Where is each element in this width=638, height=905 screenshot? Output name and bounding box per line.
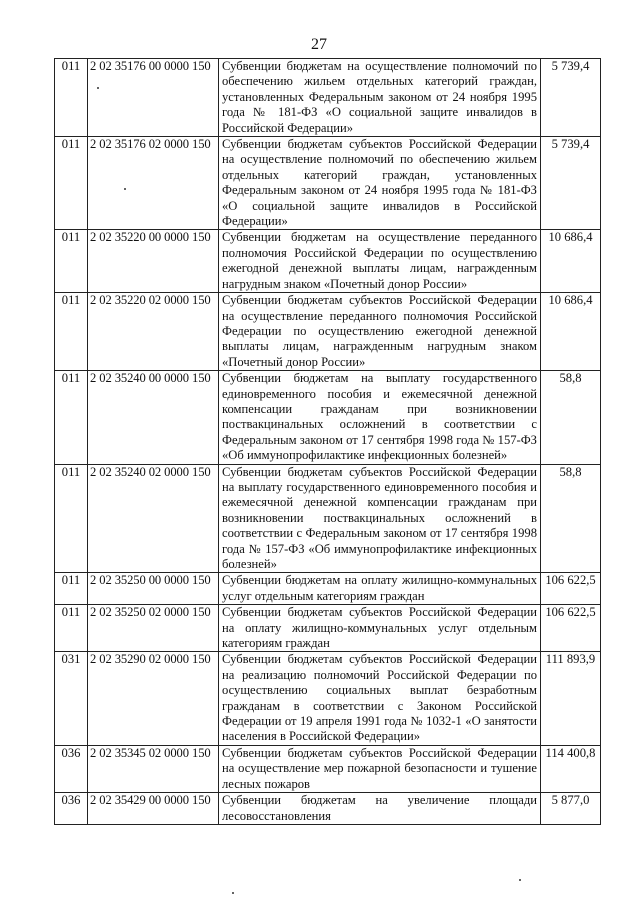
income-name-cell: Субвенции бюджетам субъектов Российской Федерации на осуществление мер пожарной безопасности и тушение лесных пожаров: [219, 745, 541, 792]
amount-cell: 114 400,8: [541, 745, 601, 792]
amount-cell: 5 739,4: [541, 137, 601, 230]
admin-code-cell: 011: [55, 293, 88, 371]
income-name-cell: Субвенции бюджетам субъектов Российской Федерации на выплату государственного единовременного пособия и ежемесячной денежной компенсации гражданам при возникновении поствакцинальных осложнений в соответствии с Федеральным законом от 17 сентября 1998 года № 157-ФЗ «Об иммунопрофилактике инфекционных болезней»: [219, 464, 541, 573]
table-row: [55, 793, 601, 825]
admin-code-cell: 011: [55, 59, 88, 137]
table-row: [55, 137, 601, 230]
table-row: [55, 652, 601, 745]
amount-cell: 5 877,0: [541, 793, 601, 825]
income-name-cell: Субвенции бюджетам на осуществление переданного полномочия Российской Федерации по осуществлению ежегодной денежной выплаты лицам, награжденным нагрудным знаком «Почетный донор России»: [219, 230, 541, 293]
amount-cell: 5 739,4: [541, 59, 601, 137]
budget-code-cell: 2 02 35250 02 0000 150: [88, 605, 219, 652]
budget-code-cell: 2 02 35220 00 0000 150: [88, 230, 219, 293]
amount-cell: 58,8: [541, 464, 601, 573]
budget-code-cell: 2 02 35240 00 0000 150: [88, 371, 219, 464]
amount-cell: 58,8: [541, 371, 601, 464]
admin-code-cell: 011: [55, 137, 88, 230]
admin-code-cell: 031: [55, 652, 88, 745]
table-body: [55, 59, 601, 825]
admin-code-cell: 011: [55, 464, 88, 573]
amount-cell: 10 686,4: [541, 293, 601, 371]
budget-code-cell: 2 02 35176 00 0000 150: [88, 59, 219, 137]
admin-code-cell: 036: [55, 745, 88, 792]
income-name-cell: Субвенции бюджетам на увеличение площади лесовосстановления: [219, 793, 541, 825]
budget-code-cell: 2 02 35429 00 0000 150: [88, 793, 219, 825]
scan-speck: [124, 188, 126, 190]
page-number: 27: [311, 36, 327, 53]
amount-cell: 111 893,9: [541, 652, 601, 745]
income-name-cell: Субвенции бюджетам субъектов Российской Федерации на реализацию полномочий Российской Федерации по осуществлению социальных выплат безработным гражданам в соответствии с Законом Российской Федерации от 19 апреля 1991 года № 1032-1 «О занятости населения в Российской Федерации»: [219, 652, 541, 745]
budget-code-cell: 2 02 35290 02 0000 150: [88, 652, 219, 745]
amount-cell: 10 686,4: [541, 230, 601, 293]
income-name-cell: Субвенции бюджетам на осуществление полномочий по обеспечению жильем отдельных категорий граждан, установленных Федеральным законом от 24 ноября 1995 года № 181-ФЗ «О социальной защите инвалидов в Российской Федерации»: [219, 59, 541, 137]
income-name-cell: Субвенции бюджетам субъектов Российской Федерации на осуществление переданного полномочия Российской Федерации по осуществлению ежегодной денежной выплаты лицам, награжденным нагрудным знаком «Почетный донор России»: [219, 293, 541, 371]
table-row: [55, 573, 601, 605]
scan-speck: [519, 879, 521, 881]
income-name-cell: Субвенции бюджетам субъектов Российской Федерации на оплату жилищно-коммунальных услуг отдельным категориям граждан: [219, 605, 541, 652]
admin-code-cell: 011: [55, 371, 88, 464]
admin-code-cell: 011: [55, 605, 88, 652]
budget-code-cell: 2 02 35250 00 0000 150: [88, 573, 219, 605]
admin-code-cell: 011: [55, 573, 88, 605]
income-name-cell: Субвенции бюджетам субъектов Российской Федерации на осуществление полномочий по обеспечению жильем отдельных категорий граждан, установленных Федеральным законом от 24 ноября 1995 года № 181-ФЗ «О социальной защите инвалидов в Российской Федерации»: [219, 137, 541, 230]
admin-code-cell: 036: [55, 793, 88, 825]
table-row: [55, 464, 601, 573]
table-row: [55, 230, 601, 293]
amount-cell: 106 622,5: [541, 573, 601, 605]
scan-speck: [232, 892, 234, 894]
table-row: [55, 293, 601, 371]
table-row: [55, 59, 601, 137]
income-name-cell: Субвенции бюджетам на оплату жилищно-коммунальных услуг отдельным категориям граждан: [219, 573, 541, 605]
table-row: [55, 605, 601, 652]
table-row: [55, 371, 601, 464]
budget-code-cell: 2 02 35176 02 0000 150: [88, 137, 219, 230]
budget-table: [54, 58, 601, 825]
budget-code-cell: 2 02 35345 02 0000 150: [88, 745, 219, 792]
budget-code-cell: 2 02 35220 02 0000 150: [88, 293, 219, 371]
income-name-cell: Субвенции бюджетам на выплату государственного единовременного пособия и ежемесячной денежной компенсации гражданам при возникновении поствакцинальных осложнений в соответствии с Федеральным законом от 17 сентября 1998 года № 157-ФЗ «Об иммунопрофилактике инфекционных болезней»: [219, 371, 541, 464]
table-row: [55, 745, 601, 792]
budget-code-cell: 2 02 35240 02 0000 150: [88, 464, 219, 573]
admin-code-cell: 011: [55, 230, 88, 293]
scan-speck: [97, 87, 99, 89]
amount-cell: 106 622,5: [541, 605, 601, 652]
